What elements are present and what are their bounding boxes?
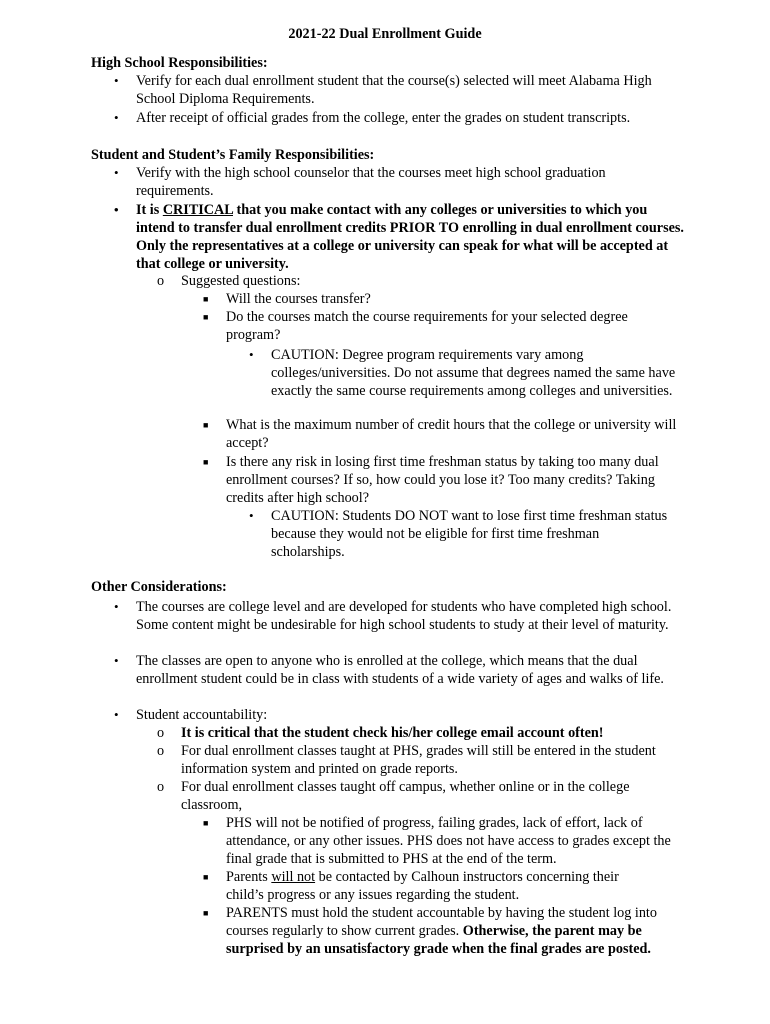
sub-list-item-text: For dual enrollment classes taught at PHS, grades will still be entered in the student information system and printed on grade reports.: [181, 743, 656, 777]
detail-text-bold: Otherwise, the parent may be surprised by an unsatisfactory grade when the final grades are posted.: [226, 923, 651, 957]
caution-item: [249, 346, 681, 400]
section-heading-student-family: Student and Student’s Family Responsibilities:: [91, 147, 375, 163]
detail-text: PHS will not be notified of progress, failing grades, lack of effort, lack of attendance, or any other issues. PHS does not have access to grades except the final grade that is submitted to PHS at the end of the term.: [226, 815, 671, 867]
list-item-text: After receipt of official grades from the college, enter the grades on student transcripts.: [136, 110, 631, 126]
section-heading-other: Other Considerations:: [91, 579, 227, 595]
caution-text: CAUTION: Degree program requirements vary among colleges/universities. Do not assume that degrees named the same have exactly the same course requirements among colleges and universities.: [271, 347, 676, 399]
sub-list-item: [157, 272, 671, 290]
bullet-icon: •: [114, 110, 119, 125]
question-text: Do the courses match the course requirements for your selected degree program?: [226, 309, 628, 343]
section-heading-high-school: High School Responsibilities:: [91, 55, 268, 71]
detail-text-underlined: will not: [271, 869, 316, 885]
sub-list-item-text: Suggested questions:: [181, 273, 301, 289]
caution-item: [249, 507, 671, 561]
bullet-icon: •: [114, 202, 119, 217]
sub-list-item-text: It is critical that the student check his/her college email account often!: [181, 725, 604, 741]
circle-bullet-icon: o: [157, 743, 165, 759]
sub-list-item-text: For dual enrollment classes taught off campus, whether online or in the college classroom,: [181, 779, 630, 813]
question-item: [203, 290, 681, 308]
list-item-critical: [114, 201, 686, 273]
detail-item: [203, 904, 666, 958]
circle-bullet-icon: o: [157, 779, 165, 795]
detail-text-post: be contacted by Calhoun instructors concerning their child’s progress or any issues regarding the student.: [226, 869, 619, 903]
list-item-text: Verify for each dual enrollment student that the course(s) selected will meet Alabama High School Diploma Requirements.: [136, 73, 652, 107]
critical-word: CRITICAL: [162, 202, 233, 218]
list-item-text: The classes are open to anyone who is enrolled at the college, which means that the dual enrollment student could be in class with students of a wide variety of ages and walks of life.: [136, 653, 664, 687]
sub-list-item: [157, 724, 681, 742]
square-bullet-icon: ■: [203, 872, 209, 882]
question-text: Is there any risk in losing first time freshman status by taking too many dual enrollment courses? If so, how could you lose it? Too many credits? Taking credits after high school?: [226, 454, 659, 506]
bullet-icon: •: [114, 165, 119, 180]
list-item: [114, 706, 681, 724]
square-bullet-icon: ■: [203, 908, 209, 918]
detail-text-pre: PARENTS must hold the student accountable by having the student log into courses regularly to show current grades.: [226, 905, 657, 939]
list-item: [114, 164, 676, 200]
square-bullet-icon: ■: [203, 818, 209, 828]
square-bullet-icon: ■: [203, 457, 209, 467]
bullet-icon: •: [114, 73, 119, 88]
list-item-text: The courses are college level and are developed for students who have completed high school. Some content might be undesirable for high school students to study at their level of maturity.: [136, 599, 672, 633]
question-text: What is the maximum number of credit hours that the college or university will accept?: [226, 417, 677, 451]
caution-text: CAUTION: Students DO NOT want to lose first time freshman status because they would not be eligible for first time freshman scholarships.: [271, 508, 668, 560]
square-bullet-icon: ■: [203, 420, 209, 430]
critical-text-pre: It is: [136, 202, 163, 218]
list-item: [114, 72, 681, 108]
list-item-text: Student accountability:: [136, 707, 268, 723]
critical-text-post: that you make contact with any colleges or universities to which you intend to transfer dual enrollment credits PRIOR TO enrolling in dual enrollment courses. Only the representatives at a college or university can speak for what will be accepted at that college or university.: [136, 202, 684, 272]
bullet-icon: •: [249, 508, 254, 523]
square-bullet-icon: ■: [203, 312, 209, 322]
question-item: [203, 308, 666, 344]
list-item: [114, 109, 696, 127]
sub-list-item: [157, 778, 671, 814]
sub-list-item: [157, 742, 656, 778]
circle-bullet-icon: o: [157, 273, 165, 289]
list-item-text: Verify with the high school counselor that the courses meet high school graduation requirements.: [136, 165, 606, 199]
question-item: [203, 416, 686, 452]
document-title: 2021-22 Dual Enrollment Guide: [288, 26, 482, 42]
list-item: [114, 598, 686, 634]
bullet-icon: •: [114, 707, 119, 722]
bullet-icon: •: [114, 653, 119, 668]
list-item: [114, 652, 681, 688]
bullet-icon: •: [114, 599, 119, 614]
square-bullet-icon: ■: [203, 294, 209, 304]
detail-item: [203, 814, 681, 868]
question-text: Will the courses transfer?: [226, 291, 371, 307]
circle-bullet-icon: o: [157, 725, 165, 741]
bullet-icon: •: [249, 347, 254, 362]
detail-item: [203, 868, 656, 904]
question-item: [203, 453, 686, 507]
detail-text-pre: Parents: [226, 869, 272, 885]
